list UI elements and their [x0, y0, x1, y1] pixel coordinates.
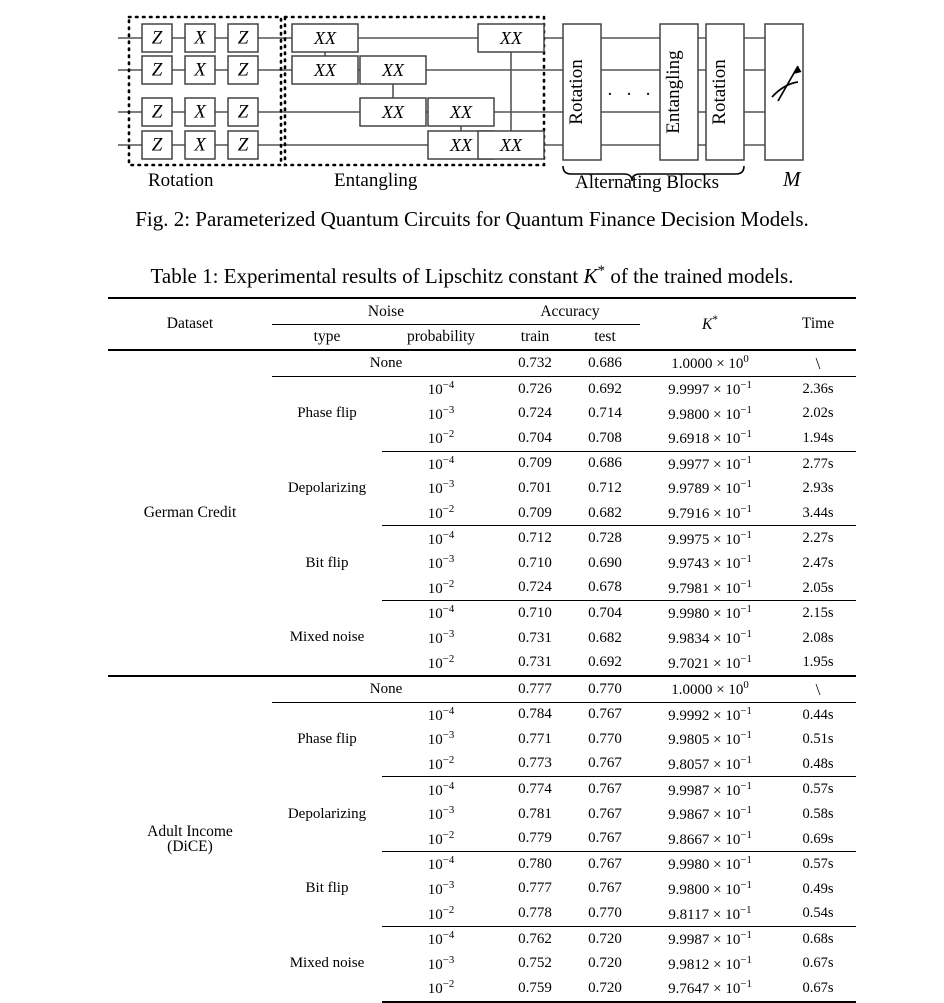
accuracy-test-cell: 0.767: [570, 826, 640, 851]
accuracy-test-cell: 0.770: [570, 901, 640, 926]
accuracy-train-cell: 0.759: [500, 976, 570, 1002]
noise-probability-cell: $10^{-4}$: [427, 704, 455, 724]
accuracy-train-cell: 0.732: [500, 350, 570, 376]
svg-text:Entangling: Entangling: [663, 50, 684, 134]
dataset-name-line2: (DiCE): [167, 838, 213, 856]
accuracy-train-cell: 0.777: [518, 880, 552, 897]
accuracy-train-cell: 0.709: [518, 455, 552, 472]
time-cell: 0.68s: [802, 930, 834, 947]
accuracy-train-cell: 0.762: [518, 930, 552, 947]
header-noise: Noise: [272, 298, 500, 324]
noise-probability-cell: $10^{-3}$: [427, 953, 455, 973]
noise-type-cell: Phase flip: [297, 731, 357, 748]
svg-text:Z: Z: [237, 27, 249, 49]
k-star-cell: $9.7647 \times 10^{-1}$: [640, 976, 780, 1002]
k-star-cell: $9.9812 \times 10^{-1}$: [668, 953, 752, 973]
header-noise-probability: probability: [406, 328, 476, 346]
quantum-circuit-diagram: [0, 0, 944, 200]
k-star-cell: $9.9834 \times 10^{-1}$: [668, 628, 752, 648]
noise-probability-cell: $10^{-4}$: [427, 379, 455, 399]
time-cell: 0.67s: [780, 976, 856, 1002]
accuracy-train-cell: 0.778: [500, 901, 570, 926]
k-star-cell: $9.9980 \times 10^{-1}$: [668, 603, 752, 623]
noise-none-cell: None: [272, 350, 500, 376]
time-cell: 2.47s: [802, 554, 834, 571]
noise-probability-cell: $10^{-3}$: [427, 403, 455, 423]
k-star-cell: $9.9800 \times 10^{-1}$: [668, 403, 752, 423]
time-cell: 0.57s: [802, 856, 834, 873]
noise-probability-cell: $10^{-3}$: [427, 553, 455, 573]
figure-2-container: [0, 0, 944, 200]
svg-text:XX: XX: [450, 135, 472, 155]
time-cell: 0.54s: [780, 901, 856, 926]
k-star-cell: $9.9743 \times 10^{-1}$: [668, 553, 752, 573]
entangling-gates: [292, 24, 544, 159]
accuracy-test-cell: 0.690: [588, 554, 622, 571]
accuracy-train-cell: 0.726: [518, 380, 552, 397]
k-star-cell: $9.9987 \times 10^{-1}$: [668, 779, 752, 799]
svg-text:X: X: [194, 101, 206, 123]
accuracy-train-cell: 0.704: [500, 426, 570, 451]
accuracy-train-cell: 0.731: [518, 654, 552, 671]
accuracy-train-cell: 0.780: [518, 855, 552, 872]
accuracy-test-cell: 0.767: [570, 752, 640, 777]
noise-type-cell: Depolarizing: [287, 479, 367, 496]
time-cell: 0.58s: [802, 805, 834, 822]
svg-text:XX: XX: [450, 102, 472, 122]
noise-probability-cell: $10^{-4}$: [427, 603, 455, 623]
svg-text:XX: XX: [314, 28, 336, 48]
dataset-name-cell: [108, 676, 272, 1002]
noise-probability-cell: $10^{-2}$: [382, 576, 500, 601]
svg-text:Z: Z: [237, 134, 249, 156]
svg-text:Z: Z: [151, 59, 163, 81]
experimental-results-table: [108, 297, 856, 1003]
accuracy-train-cell: 0.724: [500, 576, 570, 601]
time-cell: 2.36s: [802, 380, 834, 397]
accuracy-test-cell: 0.686: [588, 455, 622, 472]
accuracy-test-cell: 0.686: [570, 350, 640, 376]
dataset-name-cell: [108, 350, 272, 676]
accuracy-test-cell: 0.692: [588, 654, 622, 671]
header-accuracy-test: test: [594, 328, 616, 346]
svg-text:XX: XX: [314, 60, 336, 80]
accuracy-test-cell: 0.770: [588, 730, 622, 747]
time-cell: 2.02s: [802, 405, 834, 422]
accuracy-train-cell: 0.710: [518, 604, 552, 621]
figure-label-measurement: M: [783, 167, 801, 191]
accuracy-train-cell: 0.779: [500, 826, 570, 851]
header-dataset: Dataset: [166, 315, 214, 333]
table-caption-suffix: of the trained models.: [605, 264, 794, 288]
time-cell: 2.05s: [780, 576, 856, 601]
svg-text:XX: XX: [382, 102, 404, 122]
k-star-cell: $9.9977 \times 10^{-1}$: [668, 453, 752, 473]
time-cell: 2.15s: [802, 605, 834, 622]
accuracy-test-cell: 0.708: [570, 426, 640, 451]
accuracy-test-cell: 0.767: [588, 805, 622, 822]
accuracy-test-cell: 0.767: [588, 855, 622, 872]
noise-probability-cell: $10^{-4}$: [427, 779, 455, 799]
time-cell: 2.77s: [802, 455, 834, 472]
svg-text:Z: Z: [151, 27, 163, 49]
k-star-cell: $9.7981 \times 10^{-1}$: [640, 576, 780, 601]
noise-probability-cell: $10^{-3}$: [427, 729, 455, 749]
accuracy-test-cell: 0.767: [588, 880, 622, 897]
figure-caption: Fig. 2: Parameterized Quantum Circuits for Quantum Finance Decision Models.: [135, 207, 809, 231]
k-star-cell: $9.9992 \times 10^{-1}$: [668, 704, 752, 724]
noise-probability-cell: $10^{-2}$: [427, 652, 455, 672]
accuracy-train-cell: 0.777: [500, 676, 570, 702]
time-cell: 2.27s: [802, 530, 834, 547]
noise-probability-cell: $10^{-2}$: [382, 752, 500, 777]
table-caption-symbol: K: [583, 264, 598, 288]
accuracy-train-cell: 0.781: [518, 805, 552, 822]
figure-label-entangling: Entangling: [334, 170, 418, 191]
accuracy-train-cell: 0.774: [518, 781, 552, 798]
noise-none-cell: None: [272, 676, 500, 702]
table-caption-symbol-sup: *: [597, 263, 606, 279]
results-table-container: [108, 297, 856, 1003]
noise-probability-cell: $10^{-4}$: [427, 854, 455, 874]
noise-probability-cell: $10^{-2}$: [382, 426, 500, 451]
header-noise-type: type: [313, 328, 341, 346]
svg-text:XX: XX: [500, 135, 522, 155]
svg-text:X: X: [194, 59, 206, 81]
figure-label-alternating-blocks: Alternating Blocks: [575, 172, 720, 193]
accuracy-test-cell: 0.720: [570, 976, 640, 1002]
accuracy-test-cell: 0.682: [588, 629, 622, 646]
k-star-cell: $1.0000 \times 10^0$: [640, 350, 780, 376]
accuracy-train-cell: 0.773: [500, 752, 570, 777]
accuracy-train-cell: 0.771: [518, 730, 552, 747]
accuracy-train-cell: 0.731: [518, 629, 552, 646]
k-star-cell: $9.6918 \times 10^{-1}$: [640, 426, 780, 451]
header-time: Time: [801, 315, 835, 333]
table-header: [108, 298, 856, 350]
k-star-cell: $9.9987 \times 10^{-1}$: [668, 929, 752, 949]
time-cell: \: [780, 676, 856, 702]
time-cell: 0.57s: [802, 781, 834, 798]
k-star-cell: $9.9980 \times 10^{-1}$: [668, 854, 752, 874]
noise-probability-cell: $10^{-4}$: [427, 929, 455, 949]
table-caption: [0, 262, 944, 289]
time-cell: \: [780, 350, 856, 376]
k-star-cell: $9.9975 \times 10^{-1}$: [668, 528, 752, 548]
accuracy-test-cell: 0.767: [588, 781, 622, 798]
k-star-cell: $9.9867 \times 10^{-1}$: [668, 804, 752, 824]
noise-probability-cell: $10^{-2}$: [382, 826, 500, 851]
noise-probability-cell: $10^{-3}$: [427, 878, 455, 898]
accuracy-train-cell: 0.701: [518, 479, 552, 496]
noise-type-cell: Depolarizing: [287, 805, 367, 822]
noise-probability-cell: $10^{-3}$: [427, 478, 455, 498]
svg-text:Z: Z: [237, 59, 249, 81]
time-cell: 1.95s: [802, 654, 834, 671]
k-star-cell: $9.8117 \times 10^{-1}$: [640, 901, 780, 926]
accuracy-train-cell: 0.712: [518, 530, 552, 547]
accuracy-train-cell: 0.752: [518, 955, 552, 972]
noise-probability-cell: $10^{-4}$: [427, 453, 455, 473]
svg-text:Z: Z: [237, 101, 249, 123]
k-star-cell: $9.8667 \times 10^{-1}$: [640, 826, 780, 851]
header-k-star: K*: [702, 314, 718, 334]
ellipsis-dots: · · ·: [606, 84, 656, 105]
noise-probability-cell: $10^{-3}$: [427, 628, 455, 648]
noise-probability-cell: $10^{-4}$: [427, 528, 455, 548]
dataset-name-line1: Adult Income: [147, 822, 233, 840]
time-cell: 3.44s: [780, 501, 856, 526]
time-cell: 1.94s: [780, 426, 856, 451]
accuracy-test-cell: 0.712: [588, 479, 622, 496]
k-star-cell: $9.9805 \times 10^{-1}$: [668, 729, 752, 749]
time-cell: 0.69s: [780, 826, 856, 851]
svg-text:Rotation: Rotation: [566, 59, 587, 125]
noise-probability-cell: $10^{-2}$: [382, 976, 500, 1002]
noise-type-cell: Phase flip: [297, 405, 357, 422]
noise-type-cell: Bit flip: [305, 554, 349, 571]
accuracy-test-cell: 0.728: [588, 530, 622, 547]
k-star-cell: $1.0000 \times 10^0$: [640, 676, 780, 702]
k-star-cell: $9.7916 \times 10^{-1}$: [640, 501, 780, 526]
time-cell: 0.67s: [802, 955, 834, 972]
time-cell: 2.08s: [802, 629, 834, 646]
k-star-cell: $9.8057 \times 10^{-1}$: [640, 752, 780, 777]
k-star-cell: $9.7021 \times 10^{-1}$: [668, 652, 752, 672]
noise-probability-cell: $10^{-3}$: [427, 804, 455, 824]
accuracy-test-cell: 0.682: [570, 501, 640, 526]
time-cell: 2.93s: [802, 480, 834, 497]
table-row: [108, 676, 856, 702]
svg-text:X: X: [194, 27, 206, 49]
measurement-box: [765, 24, 803, 160]
accuracy-test-cell: 0.720: [588, 930, 622, 947]
k-star-cell: $9.9800 \times 10^{-1}$: [668, 878, 752, 898]
header-accuracy-train: train: [520, 328, 550, 346]
noise-type-cell: Mixed noise: [289, 629, 365, 646]
accuracy-test-cell: 0.714: [588, 405, 622, 422]
svg-text:X: X: [194, 134, 206, 156]
time-cell: 0.51s: [802, 731, 834, 748]
k-star-cell: $9.9997 \times 10^{-1}$: [668, 379, 752, 399]
svg-text:Z: Z: [151, 134, 163, 156]
accuracy-train-cell: 0.710: [518, 554, 552, 571]
svg-text:XX: XX: [500, 28, 522, 48]
table-body: [108, 350, 856, 1001]
accuracy-test-cell: 0.767: [588, 706, 622, 723]
k-star-cell: $9.9789 \times 10^{-1}$: [668, 478, 752, 498]
svg-text:Z: Z: [151, 101, 163, 123]
time-cell: 0.49s: [802, 880, 834, 897]
accuracy-test-cell: 0.770: [570, 676, 640, 702]
time-cell: 0.48s: [780, 752, 856, 777]
time-cell: 0.44s: [802, 706, 834, 723]
noise-probability-cell: $10^{-2}$: [382, 501, 500, 526]
svg-text:Rotation: Rotation: [709, 59, 730, 125]
rotation-gates: [142, 24, 258, 159]
dataset-name-line1: German Credit: [143, 504, 237, 522]
accuracy-train-cell: 0.724: [518, 405, 552, 422]
figure-label-rotation: Rotation: [148, 170, 214, 191]
accuracy-train-cell: 0.709: [500, 501, 570, 526]
accuracy-test-cell: 0.692: [588, 380, 622, 397]
table-row: [108, 350, 856, 376]
accuracy-test-cell: 0.678: [570, 576, 640, 601]
header-accuracy: Accuracy: [500, 298, 640, 324]
noise-probability-cell: $10^{-2}$: [382, 901, 500, 926]
table-caption-prefix: Table 1: Experimental results of Lipschitz constant: [150, 264, 584, 288]
header-row-top: [108, 298, 856, 324]
accuracy-train-cell: 0.784: [518, 706, 552, 723]
accuracy-test-cell: 0.720: [588, 955, 622, 972]
noise-type-cell: Bit flip: [305, 880, 349, 897]
noise-type-cell: Mixed noise: [289, 955, 365, 972]
alternating-blocks: [563, 24, 744, 160]
svg-text:XX: XX: [382, 60, 404, 80]
accuracy-test-cell: 0.704: [588, 604, 622, 621]
